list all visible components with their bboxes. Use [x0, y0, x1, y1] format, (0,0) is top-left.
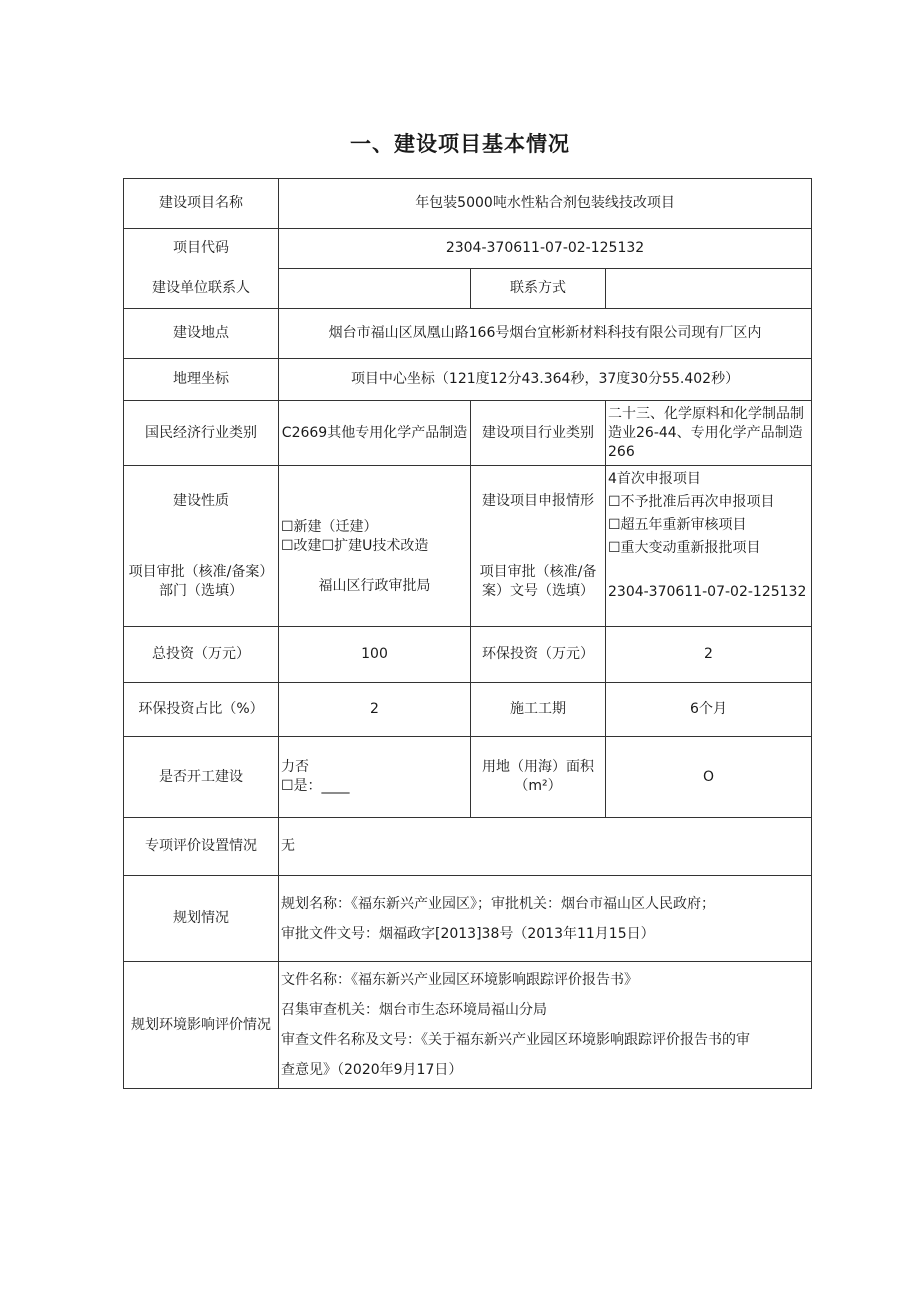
plan-line: 规划名称：《福东新兴产业园区》；审批机关：烟台市福山区人民政府； — [281, 895, 715, 912]
option-five-year: ☐超五年重新审核项目 — [608, 517, 747, 533]
declare-situation-options — [606, 466, 812, 627]
table-row — [124, 962, 812, 1089]
value-land-area: O — [606, 737, 812, 818]
plan-details — [279, 876, 812, 962]
plan-eia-details — [279, 962, 812, 1089]
label-started: 是否开工建设 — [124, 737, 279, 818]
label-plan: 规划情况 — [124, 876, 279, 962]
label-coordinates: 地理坐标 — [124, 359, 279, 401]
value-env-investment: 2 — [606, 627, 812, 683]
project-info-table — [123, 178, 812, 1089]
table-row — [124, 309, 812, 359]
table-row — [124, 876, 812, 962]
label-plan-eia: 规划环境影响评价情况 — [124, 962, 279, 1089]
label-total-investment: 总投资（万元） — [124, 627, 279, 683]
label-contact-person: 建设单位联系人 — [124, 269, 279, 309]
option-major-change: ☐重大变动重新报批项目 — [608, 540, 761, 556]
table-row — [124, 359, 812, 401]
value-project-industry: 二十三、化学原料和化学制品制造业26-44、专用化学产品制造266 — [606, 401, 812, 466]
table-row — [124, 818, 812, 876]
table-row — [124, 229, 812, 269]
label-contact-method: 联系方式 — [471, 269, 606, 309]
option-no: 力否 — [281, 759, 309, 775]
started-options — [279, 737, 471, 818]
option-new-build: ☐新建（迁建） — [281, 519, 378, 535]
value-coordinates: 项目中心坐标（121度12分43.364秒，37度30分55.402秒） — [279, 359, 812, 401]
value-env-ratio: 2 — [279, 683, 471, 737]
value-construction-period: 6个月 — [606, 683, 812, 737]
value-approval-dept: 福山区行政审批局 — [318, 578, 431, 594]
table-row — [124, 269, 812, 309]
value-contact-person — [279, 269, 471, 309]
table-row — [124, 179, 812, 229]
value-project-code: 2304-370611-07-02-125132 — [279, 229, 812, 269]
label-project-name: 建设项目名称 — [124, 179, 279, 229]
value-contact-method — [606, 269, 812, 309]
plan-line: 审批文件文号：烟福政字[2013]38号（2013年11月15日） — [281, 925, 655, 942]
option-first-declare: 4首次申报项目 — [608, 471, 701, 487]
table-row — [124, 401, 812, 466]
page-title: 一、建设项目基本情况 — [350, 132, 570, 156]
table-row — [124, 683, 812, 737]
plan-eia-line: 召集审查机关：烟台市生态环境局福山分局 — [281, 1002, 547, 1018]
value-project-name: 年包装5000吨水性粘合剂包装线技改项目 — [279, 179, 812, 229]
label-env-investment: 环保投资（万元） — [471, 627, 606, 683]
label-construction-period: 施工工期 — [471, 683, 606, 737]
value-location: 烟台市福山区凤凰山路166号烟台宜彬新材料科技有限公司现有厂区内 — [279, 309, 812, 359]
label-env-ratio: 环保投资占比（%） — [124, 683, 279, 737]
label-special-eval: 专项评价设置情况 — [124, 818, 279, 876]
label-construction-nature: 建设性质 — [173, 492, 229, 509]
declare-situation-cell — [471, 466, 606, 627]
value-approval-number: 2304-370611-07-02-125132 — [608, 584, 807, 600]
label-project-industry: 建设项目行业类别 — [471, 401, 606, 466]
value-industry-category: C2669其他专用化学产品制造 — [279, 401, 471, 466]
table-row — [124, 737, 812, 818]
plan-eia-line: 文件名称：《福东新兴产业园区环境影响跟踪评价报告书》 — [281, 972, 638, 988]
label-location: 建设地点 — [124, 309, 279, 359]
construction-nature-options — [279, 466, 471, 627]
option-rebuild: ☐改建☐扩建U技术改造 — [281, 538, 429, 554]
table-row — [124, 466, 812, 627]
construction-nature-cell — [124, 466, 279, 627]
plan-eia-line: 查意见》（2020年9月17日） — [281, 1062, 463, 1078]
plan-eia-line: 审查文件名称及文号：《关于福东新兴产业园区环境影响跟踪评价报告书的审 — [281, 1032, 750, 1048]
label-declare-situation: 建设项目申报情形 — [482, 492, 594, 509]
option-yes: ☐是：____ — [281, 778, 350, 794]
label-project-code: 项目代码 — [124, 229, 279, 269]
table-row — [124, 627, 812, 683]
label-approval-number: 项目审批（核准/备案）文号（选填） — [479, 563, 597, 599]
label-approval-dept: 项目审批（核准/备案）部门（选填） — [128, 563, 274, 599]
label-industry-category: 国民经济行业类别 — [124, 401, 279, 466]
value-total-investment: 100 — [279, 627, 471, 683]
value-special-eval: 无 — [279, 818, 812, 876]
label-land-area: 用地（用海）面积（m²） — [471, 737, 606, 818]
option-redeclare: ☐不予批准后再次申报项目 — [608, 494, 775, 510]
